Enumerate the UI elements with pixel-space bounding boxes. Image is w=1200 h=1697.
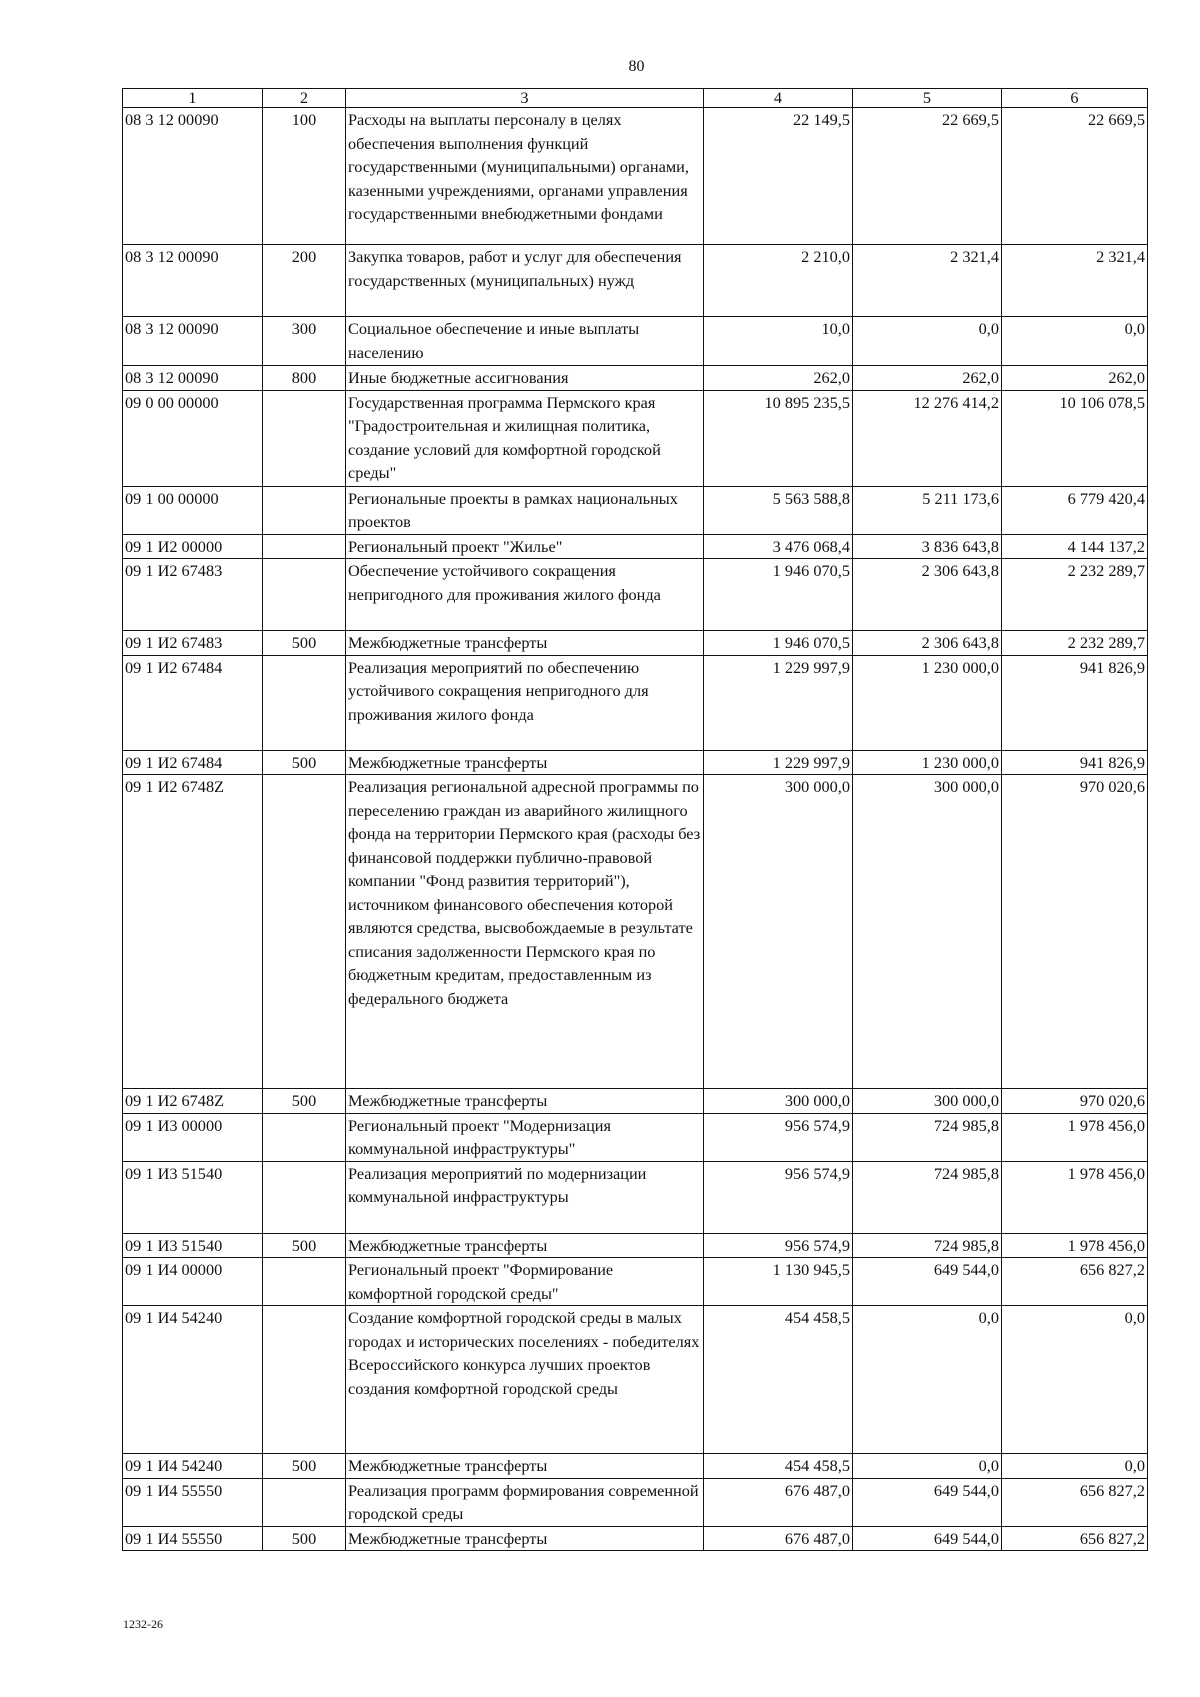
name-cell: Государственная программа Пермского края "Градостроительная и жилищная политика, создание условий для комфортной городской среды"	[346, 390, 704, 486]
column-header-4: 4	[704, 89, 853, 108]
code-cell: 09 1 И2 67484	[123, 750, 263, 775]
table-row	[123, 775, 1148, 1089]
expense-type-cell: 500	[263, 1454, 346, 1479]
table-row	[123, 1089, 1148, 1114]
expense-type-cell	[263, 1161, 346, 1233]
name-cell: Реализация региональной адресной программы по переселению граждан из аварийного жилищного фонда на территории Пермского края (расходы без финансовой поддержки публично-правовой компании "Фонд развития территорий"), источником финансового обеспечения которой являются средства, высвобождаемые в результате списания задолженности Пермского края по бюджетным кредитам, предоставленным из федерального бюджета	[346, 775, 704, 1089]
value-col6-cell: 0,0	[1002, 317, 1148, 366]
value-col5-cell: 724 985,8	[853, 1113, 1002, 1161]
value-col6-cell: 970 020,6	[1002, 775, 1148, 1089]
table-row	[123, 390, 1148, 486]
value-col4-cell: 10 895 235,5	[704, 390, 853, 486]
table-row	[123, 1113, 1148, 1161]
value-col6-cell: 941 826,9	[1002, 750, 1148, 775]
code-cell: 09 1 И3 51540	[123, 1161, 263, 1233]
code-cell: 09 1 И3 51540	[123, 1233, 263, 1258]
expense-type-cell: 500	[263, 1089, 346, 1114]
table-row	[123, 1233, 1148, 1258]
value-col4-cell: 5 563 588,8	[704, 486, 853, 534]
value-col6-cell: 2 232 289,7	[1002, 559, 1148, 631]
table-row	[123, 1478, 1148, 1526]
value-col4-cell: 3 476 068,4	[704, 534, 853, 559]
value-col4-cell: 300 000,0	[704, 775, 853, 1089]
value-col4-cell: 300 000,0	[704, 1089, 853, 1114]
name-cell: Региональные проекты в рамках национальных проектов	[346, 486, 704, 534]
value-col4-cell: 2 210,0	[704, 245, 853, 317]
table-row	[123, 366, 1148, 391]
table-row	[123, 108, 1148, 245]
value-col5-cell: 2 306 643,8	[853, 631, 1002, 656]
column-header-5: 5	[853, 89, 1002, 108]
name-cell: Реализация мероприятий по обеспечению устойчивого сокращения непригодного для проживания жилого фонда	[346, 655, 704, 750]
name-cell: Реализация программ формирования современной городской среды	[346, 1478, 704, 1526]
value-col6-cell: 262,0	[1002, 366, 1148, 391]
value-col4-cell: 956 574,9	[704, 1161, 853, 1233]
value-col6-cell: 2 232 289,7	[1002, 631, 1148, 656]
value-col6-cell: 0,0	[1002, 1306, 1148, 1454]
table-row	[123, 559, 1148, 631]
name-cell: Социальное обеспечение и иные выплаты населению	[346, 317, 704, 366]
table-row	[123, 655, 1148, 750]
code-cell: 09 1 И2 00000	[123, 534, 263, 559]
value-col5-cell: 22 669,5	[853, 108, 1002, 245]
code-cell: 09 1 И3 00000	[123, 1113, 263, 1161]
value-col6-cell: 941 826,9	[1002, 655, 1148, 750]
value-col6-cell: 10 106 078,5	[1002, 390, 1148, 486]
value-col6-cell: 6 779 420,4	[1002, 486, 1148, 534]
value-col5-cell: 0,0	[853, 317, 1002, 366]
name-cell: Создание комфортной городской среды в малых городах и исторических поселениях - победителях Всероссийского конкурса лучших проектов создания комфортной городской среды	[346, 1306, 704, 1454]
code-cell: 08 3 12 00090	[123, 317, 263, 366]
expense-type-cell	[263, 1258, 346, 1306]
table-header-row	[123, 89, 1148, 108]
value-col6-cell: 970 020,6	[1002, 1089, 1148, 1114]
document-code: 1232-26	[123, 1617, 163, 1631]
code-cell: 09 1 И4 54240	[123, 1306, 263, 1454]
value-col5-cell: 724 985,8	[853, 1233, 1002, 1258]
table-row	[123, 317, 1148, 366]
value-col6-cell: 4 144 137,2	[1002, 534, 1148, 559]
name-cell: Межбюджетные трансферты	[346, 631, 704, 656]
value-col4-cell: 1 130 945,5	[704, 1258, 853, 1306]
value-col4-cell: 1 946 070,5	[704, 631, 853, 656]
code-cell: 09 1 И2 67484	[123, 655, 263, 750]
value-col5-cell: 262,0	[853, 366, 1002, 391]
value-col4-cell: 454 458,5	[704, 1306, 853, 1454]
code-cell: 09 1 И2 67483	[123, 631, 263, 656]
column-header-3: 3	[346, 89, 704, 108]
code-cell: 08 3 12 00090	[123, 108, 263, 245]
expense-type-cell	[263, 655, 346, 750]
value-col5-cell: 649 544,0	[853, 1526, 1002, 1551]
code-cell: 09 1 И2 6748Z	[123, 775, 263, 1089]
value-col4-cell: 1 946 070,5	[704, 559, 853, 631]
code-cell: 09 1 И4 00000	[123, 1258, 263, 1306]
value-col4-cell: 10,0	[704, 317, 853, 366]
code-cell: 09 1 00 00000	[123, 486, 263, 534]
table-row	[123, 1161, 1148, 1233]
page-number: 80	[628, 58, 645, 75]
table-row	[123, 534, 1148, 559]
value-col5-cell: 2 321,4	[853, 245, 1002, 317]
table-row	[123, 245, 1148, 317]
value-col4-cell: 454 458,5	[704, 1454, 853, 1479]
value-col6-cell: 656 827,2	[1002, 1526, 1148, 1551]
value-col4-cell: 956 574,9	[704, 1113, 853, 1161]
code-cell: 09 0 00 00000	[123, 390, 263, 486]
value-col5-cell: 12 276 414,2	[853, 390, 1002, 486]
value-col5-cell: 0,0	[853, 1306, 1002, 1454]
value-col5-cell: 0,0	[853, 1454, 1002, 1479]
value-col5-cell: 300 000,0	[853, 1089, 1002, 1114]
value-col6-cell: 2 321,4	[1002, 245, 1148, 317]
name-cell: Обеспечение устойчивого сокращения непригодного для проживания жилого фонда	[346, 559, 704, 631]
expense-type-cell: 800	[263, 366, 346, 391]
code-cell: 09 1 И4 54240	[123, 1454, 263, 1479]
code-cell: 09 1 И4 55550	[123, 1478, 263, 1526]
name-cell: Расходы на выплаты персоналу в целях обеспечения выполнения функций государственными (муниципальными) органами, казенными учреждениями, органами управления государственными внебюджетными фондами	[346, 108, 704, 245]
name-cell: Иные бюджетные ассигнования	[346, 366, 704, 391]
expense-type-cell: 200	[263, 245, 346, 317]
value-col5-cell: 1 230 000,0	[853, 655, 1002, 750]
name-cell: Межбюджетные трансферты	[346, 750, 704, 775]
expense-type-cell: 500	[263, 631, 346, 656]
column-header-2: 2	[263, 89, 346, 108]
code-cell: 08 3 12 00090	[123, 245, 263, 317]
value-col5-cell: 649 544,0	[853, 1258, 1002, 1306]
code-cell: 08 3 12 00090	[123, 366, 263, 391]
table-row	[123, 1306, 1148, 1454]
expense-type-cell	[263, 559, 346, 631]
code-cell: 09 1 И4 55550	[123, 1526, 263, 1551]
expense-type-cell	[263, 775, 346, 1089]
name-cell: Межбюджетные трансферты	[346, 1526, 704, 1551]
name-cell: Региональный проект "Модернизация коммунальной инфраструктуры"	[346, 1113, 704, 1161]
table-row	[123, 750, 1148, 775]
value-col5-cell: 300 000,0	[853, 775, 1002, 1089]
name-cell: Межбюджетные трансферты	[346, 1233, 704, 1258]
expense-type-cell: 500	[263, 1233, 346, 1258]
value-col6-cell: 22 669,5	[1002, 108, 1148, 245]
value-col4-cell: 1 229 997,9	[704, 655, 853, 750]
value-col6-cell: 0,0	[1002, 1454, 1148, 1479]
value-col6-cell: 1 978 456,0	[1002, 1113, 1148, 1161]
value-col4-cell: 262,0	[704, 366, 853, 391]
column-header-6: 6	[1002, 89, 1148, 108]
value-col6-cell: 1 978 456,0	[1002, 1233, 1148, 1258]
expense-type-cell	[263, 1306, 346, 1454]
name-cell: Региональный проект "Формирование комфортной городской среды"	[346, 1258, 704, 1306]
value-col5-cell: 5 211 173,6	[853, 486, 1002, 534]
expense-type-cell	[263, 390, 346, 486]
name-cell: Региональный проект "Жилье"	[346, 534, 704, 559]
value-col5-cell: 649 544,0	[853, 1478, 1002, 1526]
value-col5-cell: 2 306 643,8	[853, 559, 1002, 631]
column-header-1: 1	[123, 89, 263, 108]
value-col5-cell: 1 230 000,0	[853, 750, 1002, 775]
expense-type-cell: 300	[263, 317, 346, 366]
table-row	[123, 631, 1148, 656]
name-cell: Реализация мероприятий по модернизации коммунальной инфраструктуры	[346, 1161, 704, 1233]
expense-type-cell	[263, 1113, 346, 1161]
budget-table	[122, 88, 1148, 1551]
name-cell: Межбюджетные трансферты	[346, 1454, 704, 1479]
table-row	[123, 486, 1148, 534]
code-cell: 09 1 И2 67483	[123, 559, 263, 631]
name-cell: Межбюджетные трансферты	[346, 1089, 704, 1114]
table-row	[123, 1258, 1148, 1306]
value-col4-cell: 956 574,9	[704, 1233, 853, 1258]
expense-type-cell: 500	[263, 750, 346, 775]
table-row	[123, 1526, 1148, 1551]
expense-type-cell	[263, 486, 346, 534]
name-cell: Закупка товаров, работ и услуг для обеспечения государственных (муниципальных) нужд	[346, 245, 704, 317]
expense-type-cell	[263, 534, 346, 559]
expense-type-cell: 100	[263, 108, 346, 245]
code-cell: 09 1 И2 6748Z	[123, 1089, 263, 1114]
value-col5-cell: 3 836 643,8	[853, 534, 1002, 559]
expense-type-cell: 500	[263, 1526, 346, 1551]
expense-type-cell	[263, 1478, 346, 1526]
value-col4-cell: 676 487,0	[704, 1478, 853, 1526]
value-col4-cell: 1 229 997,9	[704, 750, 853, 775]
value-col4-cell: 22 149,5	[704, 108, 853, 245]
value-col6-cell: 656 827,2	[1002, 1478, 1148, 1526]
value-col6-cell: 1 978 456,0	[1002, 1161, 1148, 1233]
value-col6-cell: 656 827,2	[1002, 1258, 1148, 1306]
value-col5-cell: 724 985,8	[853, 1161, 1002, 1233]
table-row	[123, 1454, 1148, 1479]
value-col4-cell: 676 487,0	[704, 1526, 853, 1551]
